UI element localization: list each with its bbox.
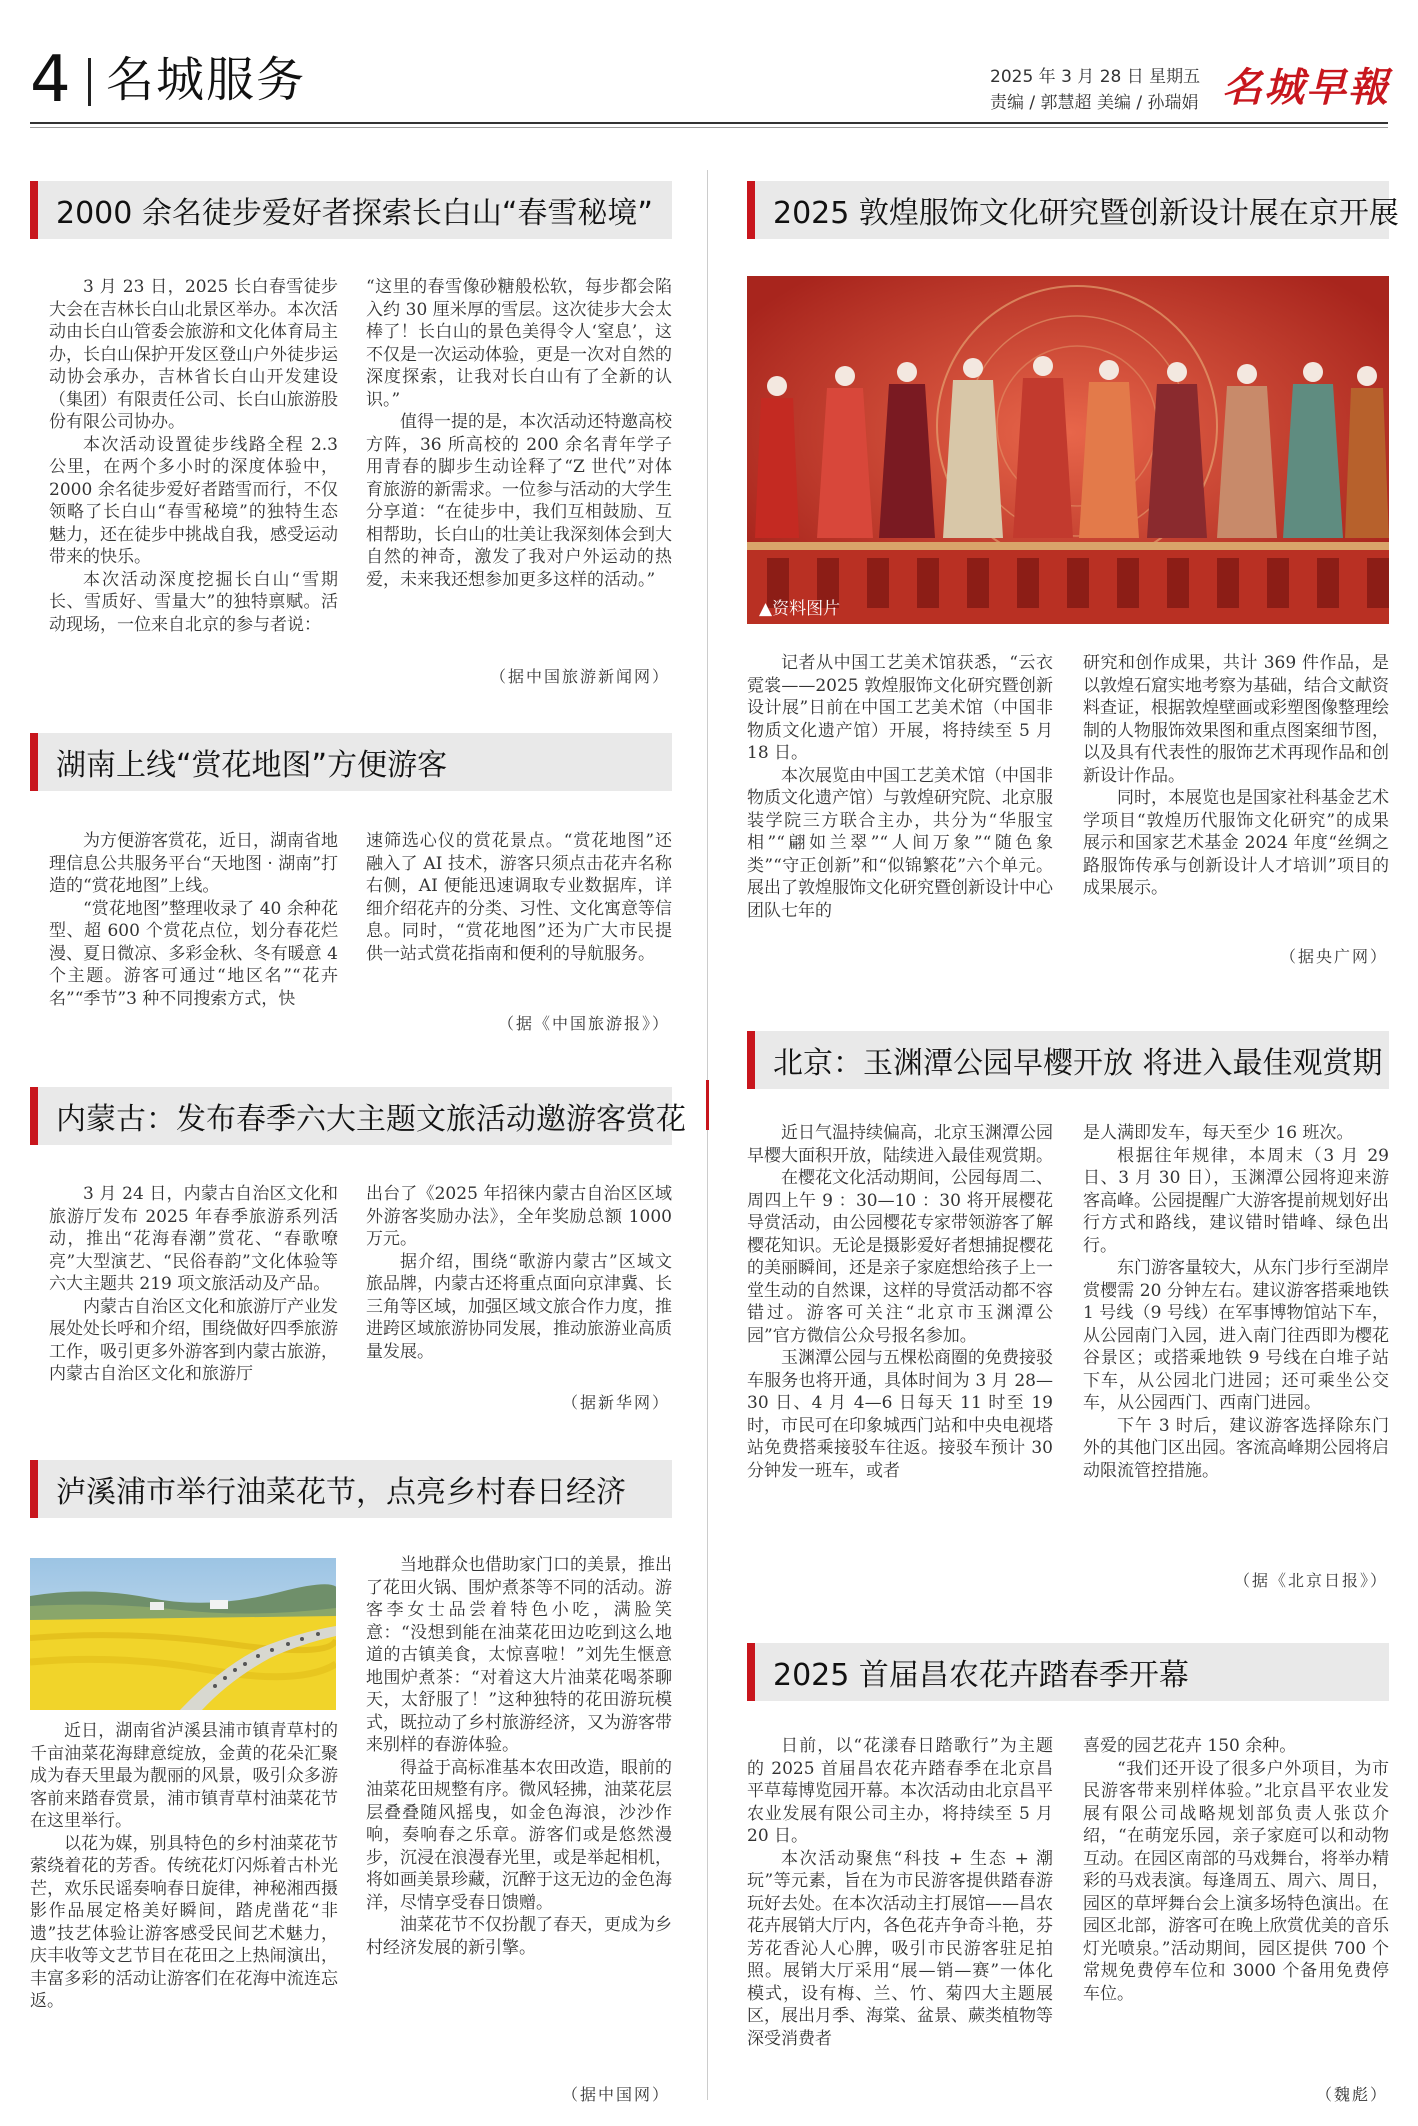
article-hunan-col2 xyxy=(366,830,672,965)
source-credit: （据央广网） xyxy=(1279,947,1388,966)
paragraph: 记者从中国工艺美术馆获悉，“云衣霓裳——2025 敦煌服饰文化研究暨创新设计展”日前在中国工艺美术馆（中国非物质文化遗产馆）开展，将持续至 5 月 18 日。 xyxy=(747,653,1053,763)
headline-changnong xyxy=(747,1643,1389,1701)
source-credit: （据《北京日报》） xyxy=(1233,1571,1388,1590)
paragraph: 是人满即发车，每天至少 16 班次。 xyxy=(1083,1123,1354,1143)
article-beijing-col1 xyxy=(747,1122,1053,1482)
paragraph: 在樱花文化活动期间，公园每周二、周四上午 9 ：30—10 ：30 将开展樱花导赏活动，由公园樱花专家带领游客了解樱花知识。无论是摄影爱好者想捕捉樱花的美丽瞬间，还是亲子家庭想给孩子上一堂生动的自然课，这样的导赏活动都不容错过。游客可关注“北京市玉渊潭公园”官方微信公众号报名参加。 xyxy=(747,1168,1053,1346)
paragraph: 得益于高标准基本农田改造，眼前的油菜花田规整有序。微风轻拂，油菜花层层叠叠随风摇曳，如金色海浪，沙沙作响，奏响春之乐章。游客们或是悠然漫步，沉浸在浪漫春光里，或是举起相机，将如画美景珍藏，沉醉于这无边的金色海洋，尽情享受春日馈赠。 xyxy=(366,1757,672,1913)
source-credit: （据中国网） xyxy=(561,2085,670,2104)
column-divider xyxy=(707,170,708,2100)
paragraph: 本次活动设置徒步线路全程 2.3 公里，在两个多小时的深度体验中，2000 余名徒步爱好者踏雪而行，不仅领略了长白山“春雪秘境”的独特生态魅力，还在徒步中挑战自我，感受运动带来的快乐。 xyxy=(49,434,338,567)
paragraph: 内蒙古自治区文化和旅游厅产业发展处处长呼和介绍，围绕做好四季旅游工作，吸引更多外游客到内蒙古旅游，内蒙古自治区文化和旅游厅 xyxy=(49,1296,338,1384)
paragraph: 东门游客量较大，从东门步行至湖岸赏樱需 20 分钟左右。建议游客搭乘地铁 1 号线（9 号线）在军事博物馆站下车，从公园南门入园，进入南门往西即为樱花谷景区；或搭乘地铁 9 号线在白堆子站下车，从公园北门进园；还可乘坐公交车，从公园西门、西南门进园。 xyxy=(1083,1258,1389,1413)
headline-text: 内蒙古：发布春季六大主题文旅活动邀游客赏花 xyxy=(56,1102,686,1137)
article-dunhuang-col1 xyxy=(747,652,1053,922)
headline-beijing xyxy=(747,1031,1389,1089)
source-credit: （据中国旅游新闻网） xyxy=(489,667,670,686)
paragraph: “赏花地图”整理收录了 40 余种花型、超 600 个赏花点位，划分春花烂漫、夏日微凉、多彩金秋、冬有暖意 4 个主题。游客可通过“地区名”“花卉名”“季节”3 种不同搜索方式，快 xyxy=(49,898,338,1009)
photo-caption: ▲资料图片 xyxy=(759,599,841,619)
article-luxi-col1 xyxy=(30,1720,338,2013)
paragraph: 当地群众也借助家门口的美景，推出了花田火锅、围炉煮茶等不同的活动。游客李女士品尝着特色小吃，满脸笑意：“没想到能在油菜花田边吃到这么地道的古镇美食，太惊喜啦！”刘先生惬意地围炉煮茶：“对着这大片油菜花喝茶聊天，太舒服了！”这种独特的花田游玩模式，既拉动了乡村旅游经济，又为游客带来别样的春游体验。 xyxy=(366,1555,672,1755)
paragraph: 近日气温持续偏高，北京玉渊潭公园早樱大面积开放，陆续进入最佳观赏期。 xyxy=(747,1123,1053,1166)
article-changbai-col1 xyxy=(49,276,338,636)
paragraph: 日前，以“花漾春日踏歌行”为主题的 2025 首届昌农花卉踏春季在北京昌平草莓博览园开幕。本次活动由北京昌平农业发展有限公司主办，将持续至 5 月 20 日。 xyxy=(747,1736,1053,1846)
masthead-rule-thin xyxy=(30,127,1388,128)
paragraph: 同时，本展览也是国家社科基金艺术学项目“敦煌历代服饰文化研究”的成果展示和国家艺术基金 2024 年度“丝绸之路服饰传承与创新设计人才培训”项目的成果展示。 xyxy=(1083,788,1389,898)
paragraph: 据介绍，围绕“歌游内蒙古”区域文旅品牌，内蒙古还将重点面向京津冀、长三角等区域，加强区域文旅合作力度，推进跨区域旅游协同发展，推动旅游业高质量发展。 xyxy=(366,1251,672,1362)
headline-luxi xyxy=(30,1460,672,1518)
paragraph: 以花为媒，别具特色的乡村油菜花节萦绕着花的芳香。传统花灯闪烁着古朴光芒，欢乐民谣奏响春日旋律，神秘湘西摄影作品展定格美好瞬间，踏虎凿花“非遗”技艺体验让游客感受民间艺术魅力，庆丰收等文艺节目在花田之上热闹演出，丰富多彩的活动让游客们在花海中流连忘返。 xyxy=(30,1833,338,2011)
headline-text: 泸溪浦市举行油菜花节，点亮乡村春日经济 xyxy=(56,1475,626,1510)
paragraph: 3 月 24 日，内蒙古自治区文化和旅游厅发布 2025 年春季旅游系列活动，推出“花海春潮”赏花、“春歌嘹亮”大型演艺、“民俗春韵”文化体验等六大主题共 219 项文旅活动及产品。 xyxy=(49,1184,338,1294)
source-credit: （据《中国旅游报》） xyxy=(497,1014,670,1033)
paragraph: 出台了《2025 年招徕内蒙古自治区区域外游客奖励办法》，全年奖励总额 1000 万元。 xyxy=(366,1184,672,1249)
headline-hunan xyxy=(30,733,672,791)
paragraph: 根据往年规律，本周末（3 月 29 日、3 月 30 日），玉渊潭公园将迎来游客高峰。公园提醒广大游客提前规划好出行方式和路线，建议错时错峰、绿色出行。 xyxy=(1083,1145,1389,1256)
paragraph: 3 月 23 日，2025 长白春雪徒步大会在吉林长白山北景区举办。本次活动由长白山管委会旅游和文化体育局主办，长白山保护开发区登山户外徒步运动协会承办，吉林省长白山开发建设（集团）有限责任公司、长白山旅游股份有限公司协办。 xyxy=(49,277,338,432)
paragraph: 本次活动深度挖掘长白山“雪期长、雪质好、雪量大”的独特禀赋。活动现场，一位来自北京的参与者说： xyxy=(49,569,338,635)
article-changbai-col2 xyxy=(366,276,672,591)
costume-exhibit-illustration xyxy=(747,276,1389,624)
fold-mark xyxy=(706,1080,709,1130)
headline-dunhuang xyxy=(747,181,1399,239)
headline-neimenggu xyxy=(30,1087,686,1145)
article-neimenggu-col1 xyxy=(49,1183,338,1386)
rapeseed-field-illustration xyxy=(30,1558,336,1710)
article-dunhuang-col2 xyxy=(1083,652,1389,900)
source-credit: （魏彪） xyxy=(1315,2085,1388,2104)
section-title: 名城服务 xyxy=(106,52,307,108)
headline-text: 北京：玉渊潭公园早樱开放 将进入最佳观赏期 xyxy=(773,1046,1383,1081)
masthead-divider xyxy=(88,58,91,106)
page-number: 4 xyxy=(30,43,71,117)
exhibition-photo xyxy=(747,276,1389,624)
paragraph: 本次展览由中国工艺美术馆（中国非物质文化遗产馆）与敦煌研究院、北京服装学院三方联合主办，共分为“华服宝相”“翩如兰翠”“人间万象”“随色象类”“守正创新”和“似锦繁花”六个单元。展出了敦煌服饰文化研究暨创新设计中心团队七年的 xyxy=(747,765,1053,921)
issue-date: 2025 年 3 月 28 日 星期五 xyxy=(990,67,1201,87)
article-changnong-col1 xyxy=(747,1735,1053,2050)
headline-text: 湖南上线“赏花地图”方便游客 xyxy=(56,748,448,783)
editor-credits: 责编 / 郭慧超 美编 / 孙瑞娟 xyxy=(990,93,1199,113)
article-changnong-col2 xyxy=(1083,1735,1389,2005)
headline-text: 2025 敦煌服饰文化研究暨创新设计展在京开展 xyxy=(773,196,1399,231)
rapeseed-field-photo xyxy=(30,1558,336,1710)
headline-changbai xyxy=(30,181,672,239)
paragraph: 速筛选心仪的赏花景点。“赏花地图”还融入了 AI 技术，游客只须点击花卉名称右侧，AI 便能迅速调取专业数据库，详细介绍花卉的分类、习性、文化寓意等信息。同时，“赏花地图”还为广大市民提供一站式赏花指南和便利的导航服务。 xyxy=(366,831,672,964)
paragraph: 下午 3 时后，建议游客选择除东门外的其他门区出园。客流高峰期公园将启动限流管控措施。 xyxy=(1083,1415,1389,1481)
paragraph: 玉渊潭公园与五棵松商圈的免费接驳车服务也将开通，具体时间为 3 月 28—30 日、4 月 4—6 日每天 11 时至 19 时，市民可在印象城西门站和中央电视塔站免费搭乘接驳车往返。接驳车预计 30 分钟发一班车，或者 xyxy=(747,1348,1053,1481)
source-credit: （据新华网） xyxy=(561,1393,670,1412)
paragraph: 油菜花节不仅扮靓了春天，更成为乡村经济发展的新引擎。 xyxy=(366,1915,672,1958)
paragraph: 研究和创作成果，共计 369 件作品，是以敦煌石窟实地考察为基础，结合文献资料查证，根据敦煌壁画或彩塑图像整理绘制的人物服饰效果图和重点图案细节图，以及具有代表性的服饰艺术再现作品和创新设计作品。 xyxy=(1083,653,1389,786)
paragraph: 为方便游客赏花，近日，湖南省地理信息公共服务平台“天地图 · 湖南”打造的“赏花地图”上线。 xyxy=(49,831,338,896)
paragraph: 值得一提的是，本次活动还特邀高校方阵，36 所高校的 200 余名青年学子用青春的脚步生动诠释了“Z 世代”对体育旅游的新需求。一位参与活动的大学生分享道：“在徒步中，我们互相鼓励、互相帮助，长白山的壮美让我深刻体会到大自然的神奇，激发了我对户外运动的热爱，未来我还想参加更多这样的活动。” xyxy=(366,412,672,590)
paragraph: “这里的春雪像砂糖般松软，每步都会陷入约 30 厘米厚的雪层。这次徒步大会太棒了！长白山的景色美得令人‘窒息’，这不仅是一次运动体验，更是一次对自然的深度探索，让我对长白山有了全新的认识。” xyxy=(366,277,672,410)
paragraph: 本次活动聚焦“科技 + 生态 + 潮玩”等元素，旨在为市民游客提供踏春游玩好去处。在本次活动主打展馆——昌农花卉展销大厅内，各色花卉争奇斗艳，芬芳花香沁人心脾，吸引市民游客驻足拍照。展销大厅采用“展—销—赛”一体化模式，设有梅、兰、竹、菊四大主题展区，展出月季、海棠、盆景、蕨类植物等深受消费者 xyxy=(747,1848,1053,2049)
paragraph: 喜爱的园艺花卉 150 余种。 xyxy=(1083,1736,1297,1756)
masthead-rule xyxy=(30,122,1388,124)
article-luxi-col2 xyxy=(366,1554,672,1959)
article-hunan-col1 xyxy=(49,830,338,1010)
newspaper-logo: 名城早報 xyxy=(1222,64,1390,111)
paragraph: “我们还开设了很多户外项目，为市民游客带来别样体验。”北京昌平农业发展有限公司战略规划部负责人张苡介绍，“在萌宠乐园，亲子家庭可以和动物互动。在园区南部的马戏舞台，将举办精彩的马戏表演。每逢周五、周六、周日，园区的草坪舞台会上演多场特色演出。在园区北部，游客可在晚上欣赏优美的音乐灯光喷泉。”活动期间，园区提供 700 个常规免费停车位和 3000 个备用免费停车位。 xyxy=(1083,1758,1389,2004)
paragraph: 近日，湖南省泸溪县浦市镇青草村的千亩油菜花海肆意绽放，金黄的花朵汇聚成为春天里最为靓丽的风景，吸引众多游客前来踏春赏景，浦市镇青草村油菜花节在这里举行。 xyxy=(30,1721,338,1831)
headline-text: 2000 余名徒步爱好者探索长白山“春雪秘境” xyxy=(56,196,653,231)
headline-text: 2025 首届昌农花卉踏春季开幕 xyxy=(773,1658,1189,1693)
article-beijing-col2 xyxy=(1083,1122,1389,1482)
article-neimenggu-col2 xyxy=(366,1183,672,1363)
